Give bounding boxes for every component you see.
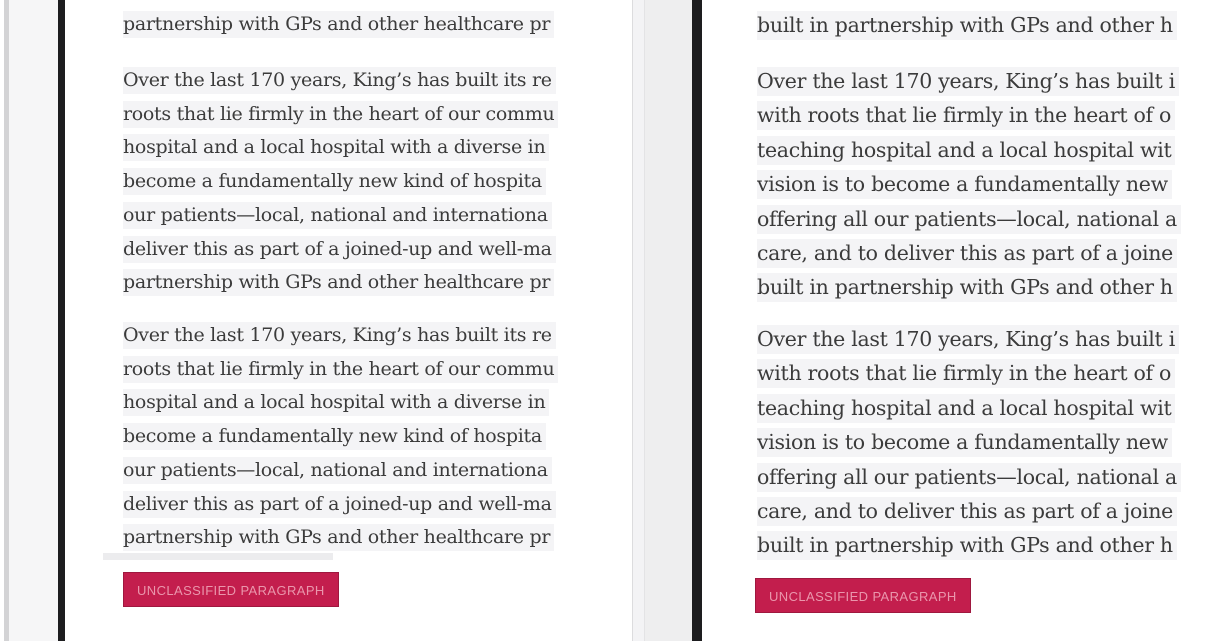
text-line: Over the last 170 years, King’s has built i: [757, 325, 1179, 354]
text-line: vision is to become a fundamentally new: [757, 428, 1172, 457]
text-line: built in partnership with GPs and other h: [757, 531, 1177, 560]
text-line: built in partnership with GPs and other h: [757, 11, 1177, 40]
text-line: offering all our patients—local, national a: [757, 463, 1181, 492]
paragraph: [65, 319, 632, 555]
paragraph-continuation: [702, 8, 1213, 42]
text-line: teaching hospital and a local hospital wit: [757, 136, 1175, 165]
right-page-spine: [692, 0, 702, 641]
text-line: care, and to deliver this as part of a joine: [757, 239, 1177, 268]
paragraph: [65, 64, 632, 300]
line-highlight-fragment: [103, 553, 333, 560]
text-line: Over the last 170 years, King’s has built its re: [123, 322, 556, 349]
page-edge-shadow: [632, 0, 645, 641]
text-line: vision is to become a fundamentally new: [757, 170, 1172, 199]
text-line: become a fundamentally new kind of hospita: [123, 168, 546, 195]
left-page-spine: [58, 0, 65, 641]
text-line: hospital and a local hospital with a diverse in: [123, 389, 549, 416]
text-line: Over the last 170 years, King’s has built its re: [123, 67, 556, 94]
text-line: with roots that lie firmly in the heart of o: [757, 101, 1175, 130]
text-line: built in partnership with GPs and other h: [757, 273, 1177, 302]
text-line: roots that lie firmly in the heart of our commu: [123, 356, 558, 383]
left-margin-area: [9, 0, 58, 641]
text-line: hospital and a local hospital with a diverse in: [123, 134, 549, 161]
text-line: roots that lie firmly in the heart of our commu: [123, 101, 558, 128]
classification-badge[interactable]: UNCLASSIFIED PARAGRAPH: [123, 572, 339, 607]
text-line: deliver this as part of a joined-up and well-ma: [123, 491, 556, 518]
document-page-left[interactable]: [65, 0, 632, 641]
text-line: teaching hospital and a local hospital wit: [757, 394, 1175, 423]
paragraph: [702, 322, 1213, 563]
text-line: with roots that lie firmly in the heart of o: [757, 359, 1175, 388]
text-line: Over the last 170 years, King’s has built i: [757, 67, 1179, 96]
text-line: our patients—local, national and internationa: [123, 457, 552, 484]
classification-badge[interactable]: UNCLASSIFIED PARAGRAPH: [755, 578, 971, 613]
paragraph-continuation: [65, 8, 632, 42]
text-line: partnership with GPs and other healthcare pr: [123, 11, 554, 38]
text-line: become a fundamentally new kind of hospita: [123, 423, 546, 450]
text-line: deliver this as part of a joined-up and well-ma: [123, 236, 556, 263]
text-line: care, and to deliver this as part of a joine: [757, 497, 1177, 526]
text-line: partnership with GPs and other healthcare pr: [123, 524, 554, 551]
document-page-right[interactable]: [702, 0, 1213, 641]
text-line: offering all our patients—local, national a: [757, 205, 1181, 234]
text-line: partnership with GPs and other healthcare pr: [123, 269, 554, 296]
text-line: our patients—local, national and internationa: [123, 202, 552, 229]
paragraph: [702, 64, 1213, 305]
